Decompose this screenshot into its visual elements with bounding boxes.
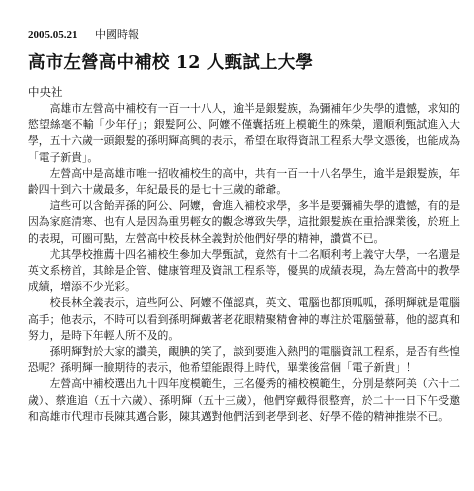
article-headline: 高市左營高中補校 12 人甄試上大學 (28, 53, 314, 73)
article-paragraph: 尤其學校推薦十四名補校生參加大學甄試，竟然有十二名順利考上義守大學，一名還是英文系榜首，其餘是企管、健康管理及資訊工程系等，優異的成績表現，為左營高中的教學成績，增添不少光彩。 (28, 247, 460, 294)
article-paragraph: 孫明輝對於大家的讚美，靦腆的笑了，談到要進入熱門的電腦資訊工程系，是否有些惶恐呢？孫明輝一臉期待的表示，他希望能跟得上時代，畢業後當個「電子新貴」！ (28, 345, 460, 375)
article-body (28, 101, 460, 425)
article-paragraph: 左營高中是高雄市唯一招收補校生的高中，共有一百一十八名學生，逾半是銀髮族，年齡四十到六十歲最多，年紀最長的是七十三歲的爺爺。 (28, 166, 460, 197)
article-paragraph: 高雄市左營高中補校有一百一十八人，逾半是銀髮族，為彌補年少失學的遺憾，求知的慾望絲毫不輸「少年仔」；銀髮阿公、阿嬤不僅囊括班上模範生的殊榮，還順利甄試進入大學，五十六歲一頭銀髮的孫明輝高興的表示，希望在取得資訊工程系大學文憑後，也能成為「電子新貴」。 (28, 102, 460, 164)
article-date: 2005.05.21 (28, 29, 78, 41)
article-meta (28, 28, 464, 42)
article-byline: 中央社 (28, 85, 63, 99)
article-paragraph: 這些可以含飴弄孫的阿公、阿嬤，會進入補校求學，多半是要彌補失學的遺憾，有的是因為家庭清寒、也有人是因為重男輕女的觀念導致失學，這批銀髮族在重拾課業後，於班上的表現，可圈可點，左營高中校長林全義對於他們好學的精神，讚賞不已。 (28, 199, 460, 245)
article-paragraph: 左營高中補校選出九十四年度模範生，三名優秀的補校模範生，分別是蔡阿美（六十二歲）、蔡進追（五十六歲）、孫明輝（五十三歲），他們穿戴得很整齊，於二十一日下午受邀和高雄市代理市長陳其邁合影，陳其邁對他們活到老學到老、好學不倦的精神推崇不已。 (28, 377, 460, 423)
article-paragraph: 校長林全義表示，這些阿公、阿嬤不僅認真，英文、電腦也都頂呱呱，孫明輝就是電腦高手；他表示，不時可以看到孫明輝戴著老花眼精聚精會神的專注於電腦螢幕，他的認真和努力，是時下年輕人所不及的。 (28, 296, 460, 342)
article-source: 中國時報 (95, 28, 139, 41)
